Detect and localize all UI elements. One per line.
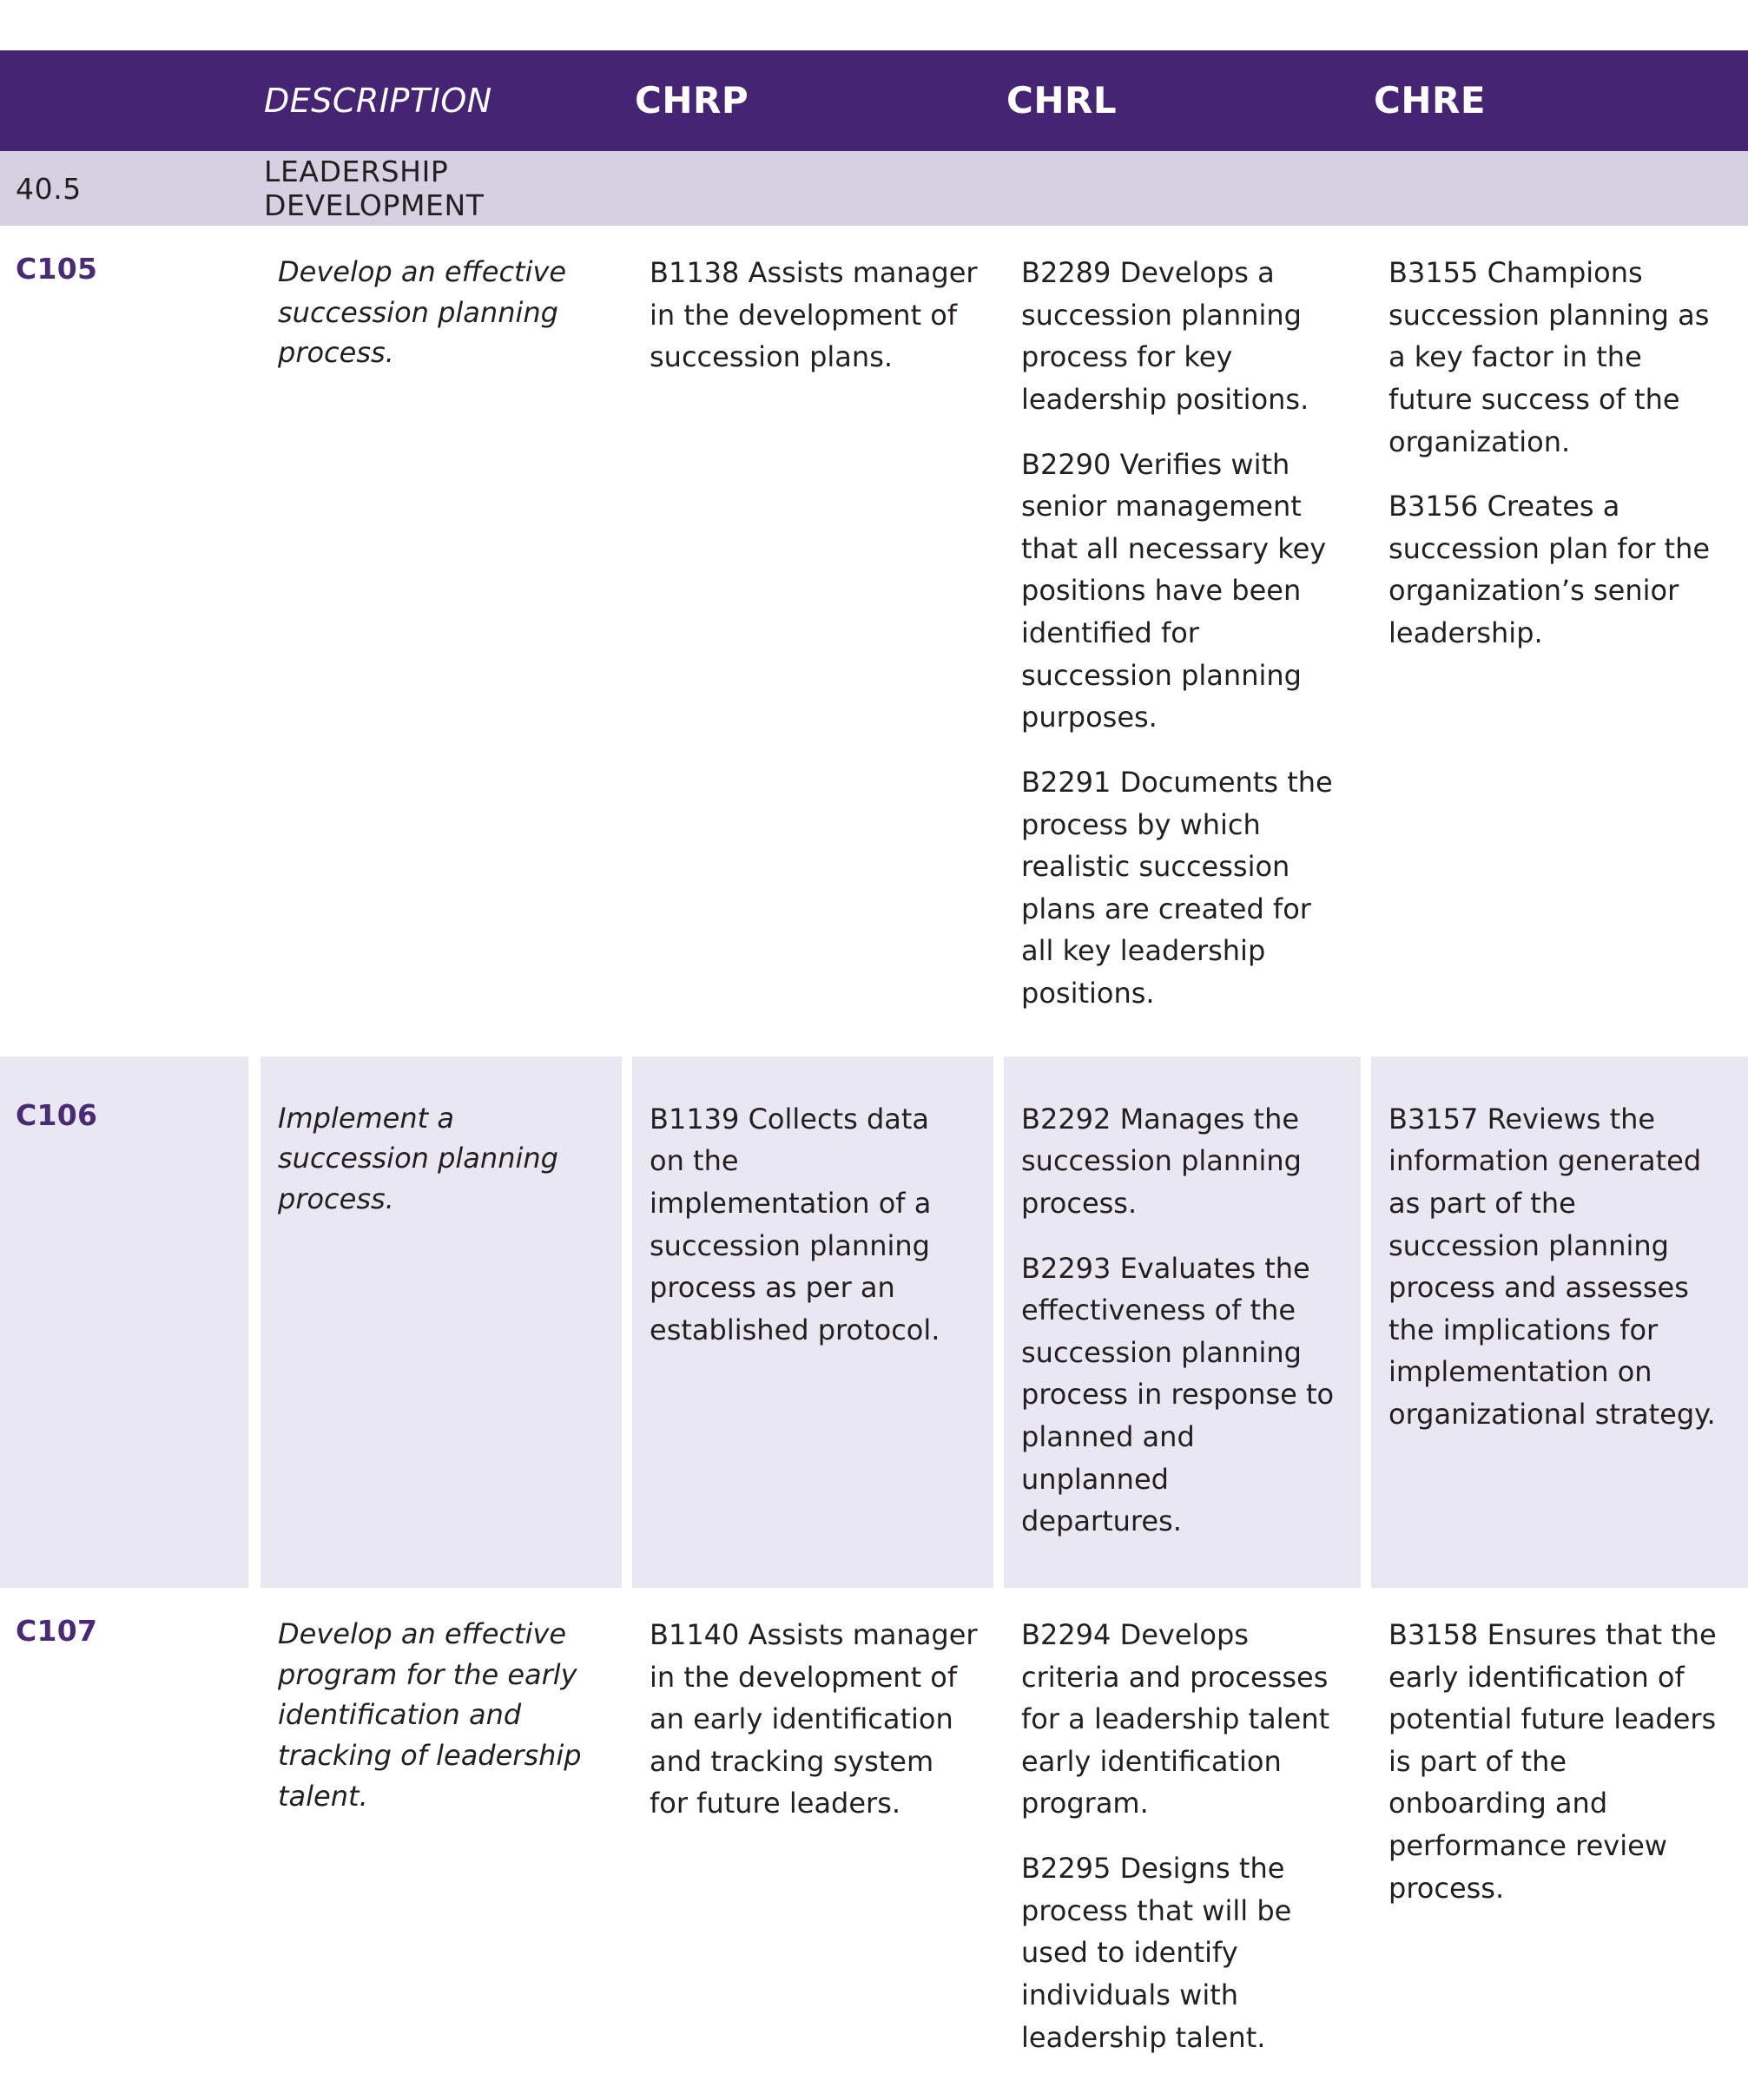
header-code-column: [0, 50, 261, 151]
table-row: [0, 1588, 1748, 2100]
row-chrl-cell: [1004, 1057, 1361, 1588]
header-description: DESCRIPTION: [264, 82, 492, 120]
competency-code: C105: [16, 252, 98, 286]
competency-description: Develop an effective succession planning process.: [278, 255, 567, 370]
row-chre-cell: [1371, 226, 1748, 1057]
row-chrl-cell: [1004, 1588, 1371, 2100]
section-spacer-chrp: [632, 151, 1004, 226]
row-code-cell: [0, 226, 261, 1057]
header-chrp: CHRP: [635, 78, 749, 122]
competency-description: Implement a succession planning process.: [278, 1101, 558, 1216]
section-title: LEADERSHIP DEVELOPMENT: [264, 155, 485, 222]
behaviour-item: B2293 Evaluates the effectiveness of the succession planning process in response to planned and unplanned departures.: [1021, 1251, 1335, 1538]
behaviour-item: B2292 Manages the succession planning process.: [1021, 1102, 1302, 1220]
row-chrp-cell: [632, 1057, 993, 1588]
behaviour-item: B1139 Collects data on the implementation of a succession planning process as per an established protocol.: [650, 1102, 940, 1346]
behaviour-item: B2295 Designs the process that will be used to identify individuals with leadership talent.: [1021, 1852, 1292, 2054]
section-spacer-chre: [1371, 151, 1748, 226]
row-description-cell: [261, 226, 632, 1057]
row-chrp-cell: [632, 1588, 1004, 2100]
behaviour-item: B3156 Creates a succession plan for the organization’s senior leadership.: [1389, 490, 1711, 649]
competency-code: C106: [16, 1097, 98, 1132]
row-code-cell: [0, 1588, 261, 2100]
behaviour-item: B3157 Reviews the information generated as part of the succession planning process and assesses the implications for implementation on organizational strategy.: [1389, 1102, 1716, 1431]
competency-description: Develop an effective program for the early identification and tracking of leadership talent.: [278, 1616, 582, 1813]
header-chrl: CHRL: [1006, 78, 1118, 122]
behaviour-item: B3158 Ensures that the early identification of potential future leaders is part of the onboarding and performance review process.: [1389, 1617, 1717, 1905]
competency-table-page: [0, 50, 1748, 2100]
behaviour-item: B3155 Champions succession planning as a key factor in the future success of the organization.: [1389, 256, 1710, 458]
table-row: [0, 226, 1748, 1057]
behaviour-item: B2294 Develops criteria and processes for a leadership talent early identification program.: [1021, 1617, 1330, 1820]
header-chre: CHRE: [1374, 78, 1487, 122]
behaviour-item: B1138 Assists manager in the development of succession plans.: [650, 256, 978, 374]
behaviour-item: B2289 Develops a succession planning process for key leadership positions.: [1021, 256, 1309, 416]
row-description-cell: [261, 1057, 622, 1588]
row-code-cell: [0, 1057, 248, 1588]
section-number: 40.5: [16, 171, 82, 206]
table-row: [0, 1057, 1748, 1588]
row-chre-cell: [1371, 1588, 1748, 2100]
behaviour-item: B1140 Assists manager in the development of an early identification and tracking system for future leaders.: [650, 1617, 978, 1820]
row-description-cell: [261, 1588, 632, 2100]
behaviour-item: B2291 Documents the process by which realistic succession plans are created for all key leadership positions.: [1021, 765, 1333, 1010]
behaviour-item: B2290 Verifies with senior management that all necessary key positions have been identified for succession planning purposes.: [1021, 447, 1327, 734]
table-header-row: [0, 50, 1748, 151]
row-chrl-cell: [1004, 226, 1371, 1057]
row-chre-cell: [1371, 1057, 1748, 1588]
row-chrp-cell: [632, 226, 1004, 1057]
competency-code: C107: [16, 1613, 98, 1648]
section-spacer-chrl: [1004, 151, 1371, 226]
section-header-row: [0, 151, 1748, 226]
